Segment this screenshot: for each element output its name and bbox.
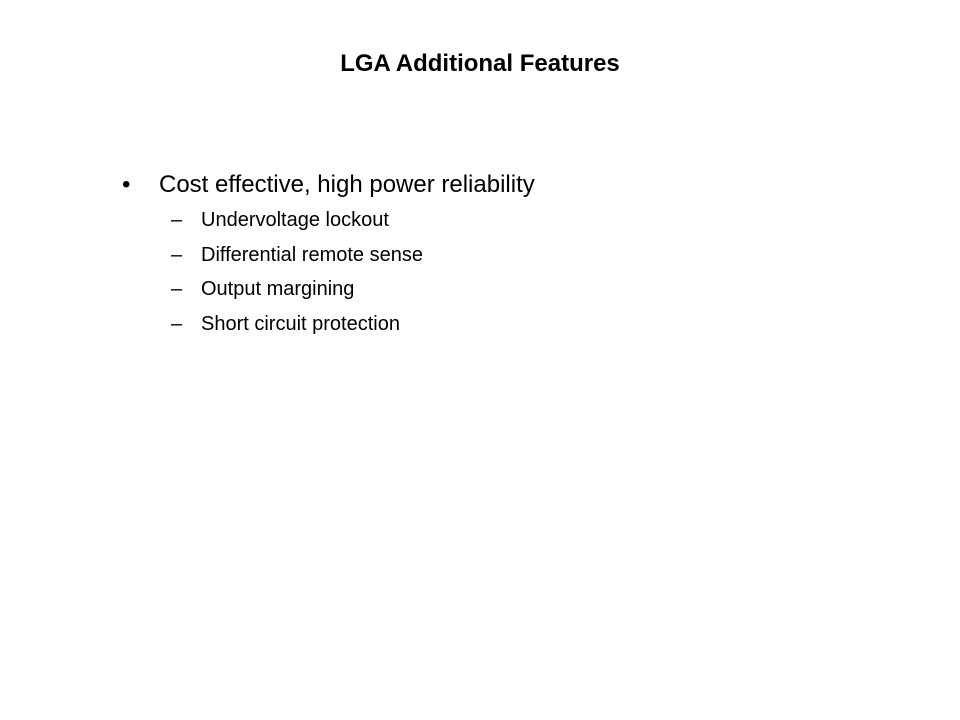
slide-title: LGA Additional Features <box>340 50 620 77</box>
dash-marker: – <box>171 278 183 300</box>
slide-body <box>118 167 898 341</box>
dash-marker: – <box>171 243 183 266</box>
sub-bullet-item <box>118 307 898 342</box>
dash-marker: – <box>171 312 183 335</box>
sub-bullet-item <box>118 238 898 273</box>
sub-bullet-item <box>118 272 898 307</box>
dash-marker: – <box>171 209 183 231</box>
sub-bullet-item <box>118 203 898 238</box>
bullet-marker: • <box>122 171 131 198</box>
sub-bullet-list <box>118 203 898 341</box>
sub-bullet-text: Short circuit protection <box>201 312 400 335</box>
sub-bullet-text: Undervoltage lockout <box>201 209 389 231</box>
bullet-item <box>118 167 898 203</box>
sub-bullet-text: Output margining <box>201 278 355 300</box>
sub-bullet-text: Differential remote sense <box>201 243 423 266</box>
bullet-text: Cost effective, high power reliability <box>159 171 535 198</box>
